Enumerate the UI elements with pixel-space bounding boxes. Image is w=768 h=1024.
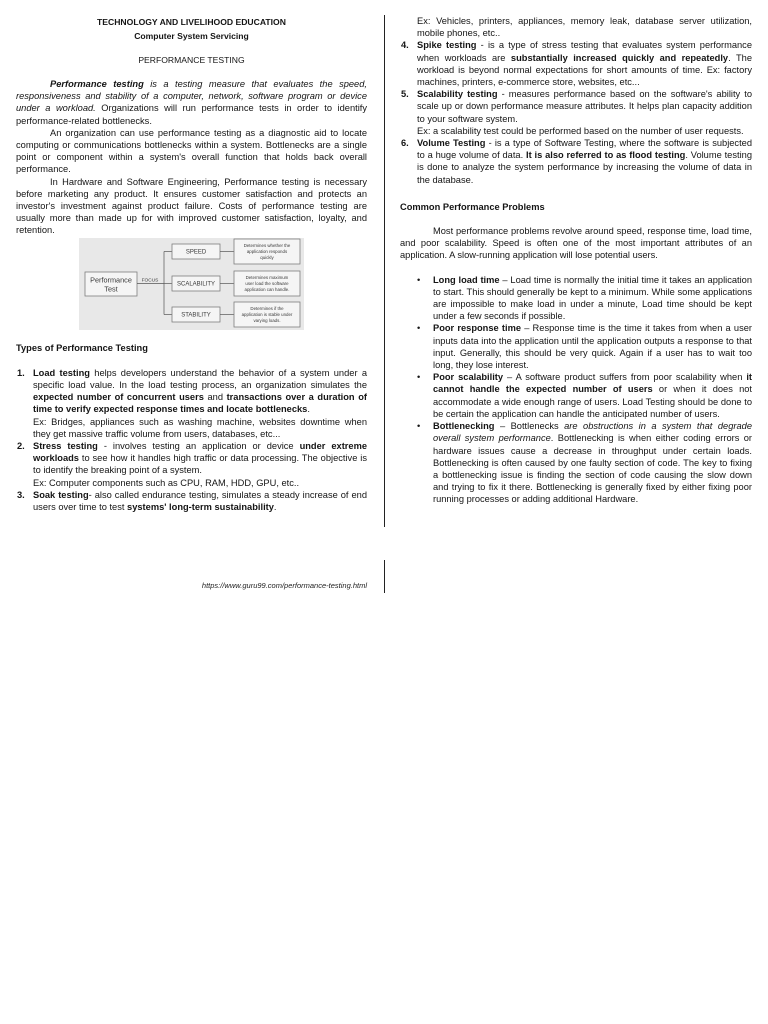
intro-paragraph-3: In Hardware and Software Engineering, Performance testing is necessary before marketing any product. It ensures customer satisfaction and protects an investor's investment against product failure. Costs of performance testing are usually more than made up for with improved customer satisfaction, loyalty, and retention. — [16, 176, 367, 236]
item-term: Poor scalability — [433, 372, 504, 383]
item-text — [33, 367, 367, 416]
item-text-part: . — [307, 404, 310, 415]
left-column — [16, 15, 367, 513]
item-text-part: – Bottlenecks — [494, 421, 565, 432]
item-term: Scalability testing — [417, 89, 498, 100]
item-term: Volume Testing — [417, 138, 486, 149]
right-column — [400, 15, 752, 506]
item-text — [417, 88, 752, 125]
types-heading: Types of Performance Testing — [16, 342, 148, 353]
item-text-part: . — [273, 502, 277, 513]
list-number: 6. — [401, 138, 409, 149]
soak-testing-example: Ex: Vehicles, printers, appliances, memory leak, database server utilization, mobile phones, etc.. — [417, 16, 752, 39]
item-text-part: helps developers understand the behavior of a system under a specific load value. In the load testing process, an organization simulates the — [33, 367, 368, 391]
list-item-long-load-time — [400, 274, 752, 323]
stability-desc-line-1: Determines if the — [250, 305, 284, 311]
list-item-scalability-testing — [400, 88, 752, 137]
item-term: Poor response time — [433, 323, 522, 334]
list-item-poor-response-time — [400, 322, 752, 371]
item-text-part: - measures performance based on the software's ability to scale up or down performance measure attributes. It helps plan capacity addition to your software system. — [417, 89, 753, 124]
paragraph-text: Organizations will run performance tests in order to identify performance-related bottlenecks. — [16, 103, 367, 126]
item-emphasis: it cannot handle the expected number of users — [433, 372, 752, 395]
speed-desc-line-2: application responds — [246, 248, 288, 254]
item-term: Long load time — [433, 274, 500, 285]
item-text — [33, 489, 367, 513]
root-node-label-line-2: Test — [104, 284, 118, 294]
course-heading: Computer System Servicing — [134, 31, 249, 41]
item-text-part: - also called endurance testing, simulates a steady increase of end users over time to test — [33, 489, 367, 513]
scalability-desc-line-3: application can handle. — [244, 286, 290, 292]
item-emphasis: systems' long-term sustainability — [127, 502, 274, 513]
scalability-node-label: SCALABILITY — [176, 281, 216, 288]
term-performance-testing: Performance testing — [50, 79, 144, 89]
list-number: 4. — [401, 40, 409, 51]
item-text-part: or when it does not accommodate a wide enough range of users. Load Testing should be done to be certain the application can handle the anticipated number of users. — [433, 384, 753, 419]
item-emphasis: under extreme workloads — [33, 441, 368, 464]
item-text-part: . Volume testing is done to analyze the system performance by increasing the volume of data in the database. — [417, 150, 752, 185]
list-number: 3. — [17, 489, 25, 500]
item-text-part: . Bottlenecking is when either coding errors or hardware issues cause a decrease in throughput under certain loads. Bottlenecking is often caused by one faulty section of code. The key to fixing a bottlenecking issue is finding the section of code causing the slow down and trying to fix it there. Bottlenecking is generally fixed by either fixing poor running processes or adding additional Hardware. — [433, 433, 753, 505]
subject-heading: TECHNOLOGY AND LIVELIHOOD EDUCATION — [97, 17, 286, 27]
list-item-soak-testing — [16, 489, 367, 513]
intro-paragraph-1 — [16, 78, 367, 127]
item-text-part: – Load time is normally the initial time it takes an application to start. This should generally be kept to a minimum. While some applications are impossible to make load in under a minute, Load time should be kept under a few seconds if possible. — [433, 274, 753, 322]
item-emphasis: transactions over a duration of time to verify expected response times and locate bottlenecks — [33, 392, 367, 415]
item-term: Bottlenecking — [433, 421, 495, 432]
list-number: 2. — [17, 441, 25, 452]
focus-label: FOCUS — [141, 278, 159, 284]
item-text-part: - is a type of stress testing that evaluates system performance when workloads are — [417, 40, 752, 63]
source-citation: https://www.guru99.com/performance-testing.html — [201, 581, 367, 590]
scalability-desc-line-1: Determines maximum — [245, 274, 289, 280]
item-text — [417, 39, 752, 88]
item-text-part: to see how it handles high traffic or data processing. The objective is to identify the breaking point of a system. — [33, 453, 367, 476]
definition-text: is a testing measure that evaluates the speed, responsiveness and stability of a computer, network, software program or device under a workload. — [16, 79, 367, 114]
bullet-marker: • — [417, 274, 421, 285]
footer-divider — [384, 560, 385, 593]
item-example: Ex: a scalability test could be performed based on the number of user requests. — [417, 125, 744, 136]
list-item-poor-scalability — [400, 371, 752, 420]
item-text — [33, 440, 367, 477]
item-text — [417, 137, 752, 186]
item-emphasis: It is also referred to as flood testing — [526, 150, 686, 161]
root-node-label-line-1: Performance — [90, 275, 132, 285]
list-item-bottlenecking — [400, 420, 752, 505]
item-term: Spike testing — [417, 40, 477, 51]
problems-list — [400, 274, 752, 506]
item-term: Soak testing — [33, 489, 89, 500]
item-emphasis: expected number of concurrent users — [33, 392, 204, 403]
item-emphasis: substantially increased quickly and repeatedly — [510, 52, 729, 63]
stability-desc-line-2: application is stable under — [241, 311, 293, 317]
diagram-canvas — [79, 238, 304, 330]
scalability-desc-line-2: user load the software — [245, 280, 289, 286]
bullet-marker: • — [417, 372, 421, 383]
list-number: 5. — [401, 89, 409, 100]
speed-desc-line-1: Determines whether the — [243, 242, 291, 248]
item-text-part: – Response time is the time it takes from when a user inputs data into the application until the application outputs a response to that input. Generally, this should be very quick. Again if a user has to wait too long, they lose interest. — [433, 323, 752, 371]
list-item-spike-testing — [400, 39, 752, 88]
item-example: Ex: Bridges, appliances such as washing machine, websites downtime when they get massive traffic volume from users, databases, etc... — [33, 416, 367, 439]
item-term: Stress testing — [33, 441, 98, 452]
item-term: Load testing — [33, 367, 90, 378]
stability-desc-line-3: varying loads. — [253, 317, 281, 323]
bullet-marker: • — [417, 421, 421, 432]
item-text-part: and — [203, 392, 227, 403]
speed-desc-line-3: quickly — [260, 254, 274, 260]
item-example: Ex: Computer components such as CPU, RAM, HDD, GPU, etc.. — [33, 477, 300, 488]
list-number: 1. — [17, 367, 25, 378]
speed-node-label: SPEED — [185, 249, 207, 256]
intro-paragraph-2: An organization can use performance testing as a diagnostic aid to locate computing or communications bottlenecks within a system. Bottlenecks are a single point or component within a system's overall function that holds back overall performance. — [16, 127, 367, 175]
document-title: PERFORMANCE TESTING — [138, 55, 245, 65]
types-list — [16, 367, 367, 513]
problems-intro-paragraph: Most performance problems revolve around speed, response time, load time, and poor scalability. Speed is often one of the most important attributes of an application. A slow-running application will lose potential users. — [400, 226, 752, 261]
list-item-volume-testing — [400, 137, 752, 186]
problems-heading: Common Performance Problems — [400, 201, 545, 212]
stability-node-label: STABILITY — [181, 312, 211, 319]
item-text-part: - involves testing an application or device — [97, 441, 300, 452]
bullet-marker: • — [417, 323, 421, 334]
item-italic-text: are obstructions in a system that degrade overall system performance — [433, 421, 752, 444]
column-divider — [384, 15, 385, 527]
performance-test-diagram — [79, 238, 304, 330]
item-text-part: – A software product suffers from poor scalability when — [503, 372, 747, 383]
list-item-load-testing — [16, 367, 367, 440]
item-text-part: . The workload is beyond normal expectations for short amounts of time. Ex: factory machines, printers, e-commerce store, websites, etc... — [417, 52, 752, 88]
list-item-stress-testing — [16, 440, 367, 489]
item-text-part: - is a type of Software Testing, where the software is subjected to a huge volume of data. — [417, 138, 752, 161]
